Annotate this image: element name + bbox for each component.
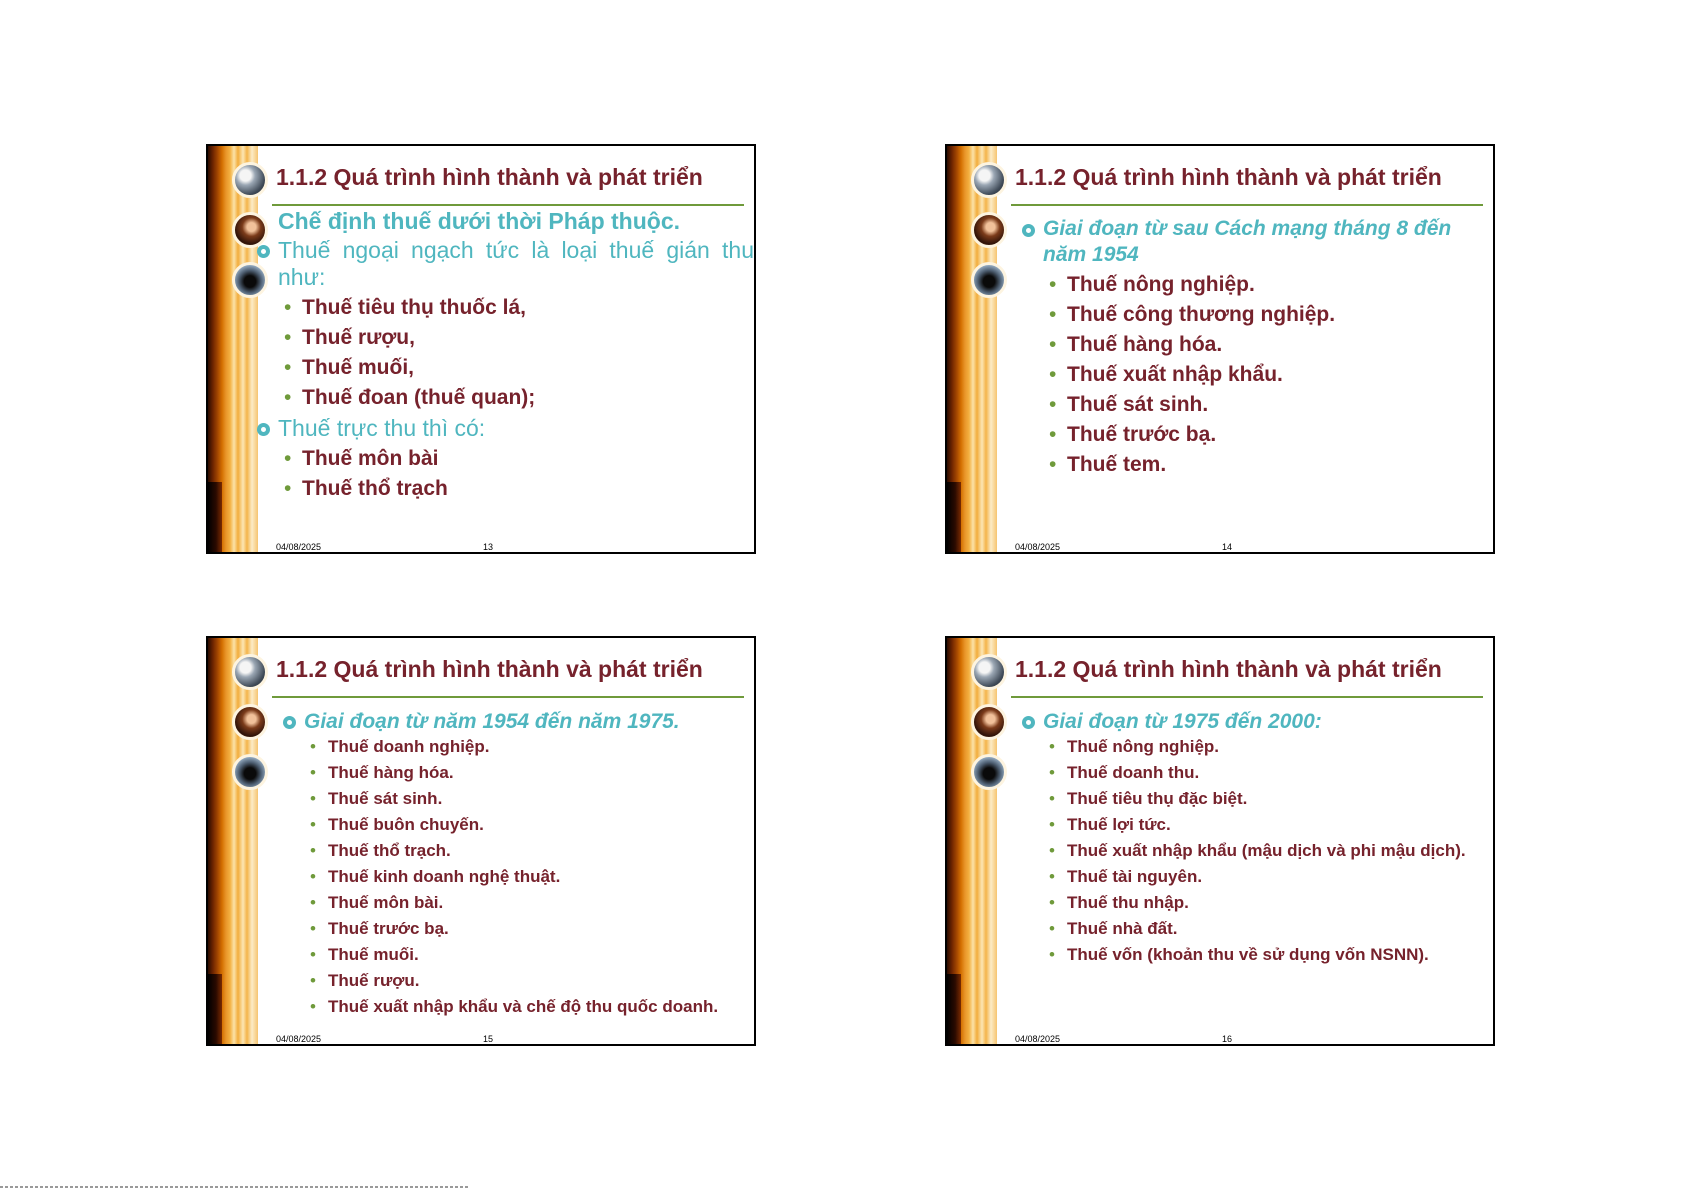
person-photo-icon	[232, 704, 268, 740]
dot-bullet-icon: •	[1049, 423, 1057, 446]
slide-number: 14	[1222, 542, 1233, 552]
dot-bullet-icon: •	[1049, 453, 1057, 476]
title-divider	[1011, 204, 1483, 206]
title-divider	[272, 204, 744, 206]
bullet-group	[256, 415, 754, 442]
dot-bullet-icon: •	[1049, 333, 1057, 356]
list-item: • Thuế doanh thu.	[1049, 763, 1200, 782]
runner-photo-icon	[232, 754, 268, 790]
list-item: • Thuế xuất nhập khẩu và chế độ thu quốc doanh.	[310, 997, 719, 1016]
dot-bullet-icon: •	[284, 326, 292, 349]
list-item: • Thuế thổ trạch	[256, 474, 754, 504]
sub-list	[1021, 270, 1493, 480]
list-item: • Thuế hàng hóa.	[310, 763, 454, 782]
dot-bullet-icon: •	[310, 867, 316, 886]
dot-bullet-icon: •	[284, 477, 292, 500]
list-item: • Thuế môn bài.	[310, 893, 444, 912]
bullet-group	[256, 237, 754, 291]
list-item: • Thuế môn bài	[256, 444, 754, 474]
slide-13	[206, 144, 756, 554]
slide-15	[206, 636, 756, 1046]
dot-bullet-icon: •	[1049, 867, 1055, 886]
slide-number: 15	[483, 1034, 494, 1044]
list-item: • Thuế tem.	[1021, 450, 1493, 480]
list-item: • Thuế rượu,	[256, 323, 754, 353]
runner-photo-icon	[971, 262, 1007, 298]
dot-bullet-icon: •	[1049, 303, 1057, 326]
list-item: • Thuế xuất nhập khẩu.	[1021, 360, 1493, 390]
slide-content	[1021, 708, 1473, 970]
slide-heading: Chế định thuế dưới thời Pháp thuộc.	[278, 208, 680, 234]
dot-bullet-icon: •	[310, 919, 316, 938]
circle-bullet-icon	[1022, 224, 1035, 237]
dot-bullet-icon: •	[310, 737, 316, 756]
sub-list	[256, 293, 754, 413]
pen-photo-icon	[971, 162, 1007, 198]
list-item: • Thuế rượu.	[310, 971, 420, 990]
bullet-group	[282, 708, 754, 736]
slide-number: 16	[1222, 1034, 1233, 1044]
slide-title: 1.1.2 Quá trình hình thành và phát triển	[276, 656, 703, 682]
page-bottom-edge	[0, 1186, 470, 1188]
dot-bullet-icon: •	[310, 971, 316, 990]
circle-bullet-icon	[257, 423, 270, 436]
dot-bullet-icon: •	[284, 386, 292, 409]
list-item: • Thuế đoan (thuế quan);	[256, 383, 754, 413]
list-item: • Thuế muối,	[256, 353, 754, 383]
list-item: • Thuế tiêu thụ đặc biệt.	[1049, 789, 1248, 808]
dot-bullet-icon: •	[1049, 363, 1057, 386]
dot-bullet-icon: •	[284, 296, 292, 319]
slide-title: 1.1.2 Quá trình hình thành và phát triển	[276, 164, 703, 190]
pen-photo-icon	[971, 654, 1007, 690]
slide-content	[282, 708, 754, 1022]
circle-bullet-icon	[1022, 716, 1035, 729]
bullet-label: Thuế trực thu thì có:	[278, 415, 486, 441]
slide-number: 13	[483, 542, 494, 552]
dot-bullet-icon: •	[1049, 815, 1055, 834]
list-item: • Thuế thu nhập.	[1049, 893, 1189, 912]
dot-bullet-icon: •	[284, 356, 292, 379]
dot-bullet-icon: •	[310, 945, 316, 964]
decorative-stripes	[208, 146, 258, 552]
dot-bullet-icon: •	[310, 997, 316, 1016]
list-item: • Thuế trước bạ.	[310, 919, 449, 938]
sub-list	[282, 736, 754, 1018]
bullet-label: Giai đoạn từ sau Cách mạng tháng 8 đến năm 1954	[1043, 217, 1452, 266]
circle-bullet-icon	[283, 716, 296, 729]
footer-date: 04/08/2025	[1015, 542, 1061, 552]
slide-16	[945, 636, 1495, 1046]
slide-content	[256, 208, 754, 504]
list-item: • Thuế nông nghiệp.	[1049, 737, 1220, 756]
decorative-stripes	[208, 638, 258, 1044]
dot-bullet-icon: •	[1049, 393, 1057, 416]
pen-photo-icon	[232, 162, 268, 198]
list-item: • Thuế vốn (khoản thu về sử dụng vốn NSNN).	[1049, 945, 1429, 964]
title-divider	[272, 696, 744, 698]
slide-title: 1.1.2 Quá trình hình thành và phát triển	[1015, 656, 1442, 682]
dot-bullet-icon: •	[1049, 893, 1055, 912]
list-item: • Thuế muối.	[310, 945, 419, 964]
circle-bullet-icon	[257, 245, 270, 258]
dot-bullet-icon: •	[1049, 919, 1055, 938]
list-item: • Thuế tài nguyên.	[1049, 867, 1203, 886]
slide-title: 1.1.2 Quá trình hình thành và phát triển	[1015, 164, 1442, 190]
dot-bullet-icon: •	[310, 815, 316, 834]
person-photo-icon	[971, 212, 1007, 248]
decorative-stripes	[947, 146, 997, 552]
list-item: • Thuế nhà đất.	[1049, 919, 1178, 938]
bullet-label: Thuế ngoại ngạch tức là loại thuế gián thu như:	[278, 237, 754, 290]
list-item: • Thuế xuất nhập khẩu (mậu dịch và phi mậu dịch).	[1049, 841, 1466, 860]
dot-bullet-icon: •	[1049, 763, 1055, 782]
sub-list	[1021, 736, 1473, 966]
sub-list	[256, 444, 754, 504]
list-item: • Thuế lợi tức.	[1049, 815, 1171, 834]
dot-bullet-icon: •	[1049, 841, 1055, 860]
pen-photo-icon	[232, 654, 268, 690]
dot-bullet-icon: •	[310, 763, 316, 782]
slide-content	[1021, 216, 1493, 480]
bullet-label: Giai đoạn từ năm 1954 đến năm 1975.	[304, 710, 680, 733]
footer-date: 04/08/2025	[276, 1034, 322, 1044]
title-divider	[1011, 696, 1483, 698]
list-item: • Thuế nông nghiệp.	[1021, 270, 1493, 300]
bullet-label: Giai đoạn từ 1975 đến 2000:	[1043, 710, 1322, 733]
list-item: • Thuế sát sinh.	[310, 789, 443, 808]
list-item: • Thuế sát sinh.	[1021, 390, 1493, 420]
footer-date: 04/08/2025	[276, 542, 322, 552]
dot-bullet-icon: •	[1049, 789, 1055, 808]
slide-14	[945, 144, 1495, 554]
list-item: • Thuế tiêu thụ thuốc lá,	[256, 293, 754, 323]
list-item: • Thuế hàng hóa.	[1021, 330, 1493, 360]
decorative-stripes	[947, 638, 997, 1044]
dot-bullet-icon: •	[1049, 273, 1057, 296]
list-item: • Thuế thổ trạch.	[310, 841, 451, 860]
footer-date: 04/08/2025	[1015, 1034, 1061, 1044]
list-item: • Thuế trước bạ.	[1021, 420, 1493, 450]
person-photo-icon	[971, 704, 1007, 740]
list-item: • Thuế doanh nghiệp.	[310, 737, 490, 756]
runner-photo-icon	[971, 754, 1007, 790]
list-item: • Thuế công thương nghiệp.	[1021, 300, 1493, 330]
dot-bullet-icon: •	[310, 789, 316, 808]
dot-bullet-icon: •	[310, 841, 316, 860]
list-item: • Thuế buôn chuyến.	[310, 815, 484, 834]
dot-bullet-icon: •	[1049, 737, 1055, 756]
bullet-group	[1021, 216, 1493, 268]
dot-bullet-icon: •	[310, 893, 316, 912]
dot-bullet-icon: •	[284, 447, 292, 470]
dot-bullet-icon: •	[1049, 945, 1055, 964]
bullet-group	[1021, 708, 1473, 736]
list-item: • Thuế kinh doanh nghệ thuật.	[310, 867, 561, 886]
